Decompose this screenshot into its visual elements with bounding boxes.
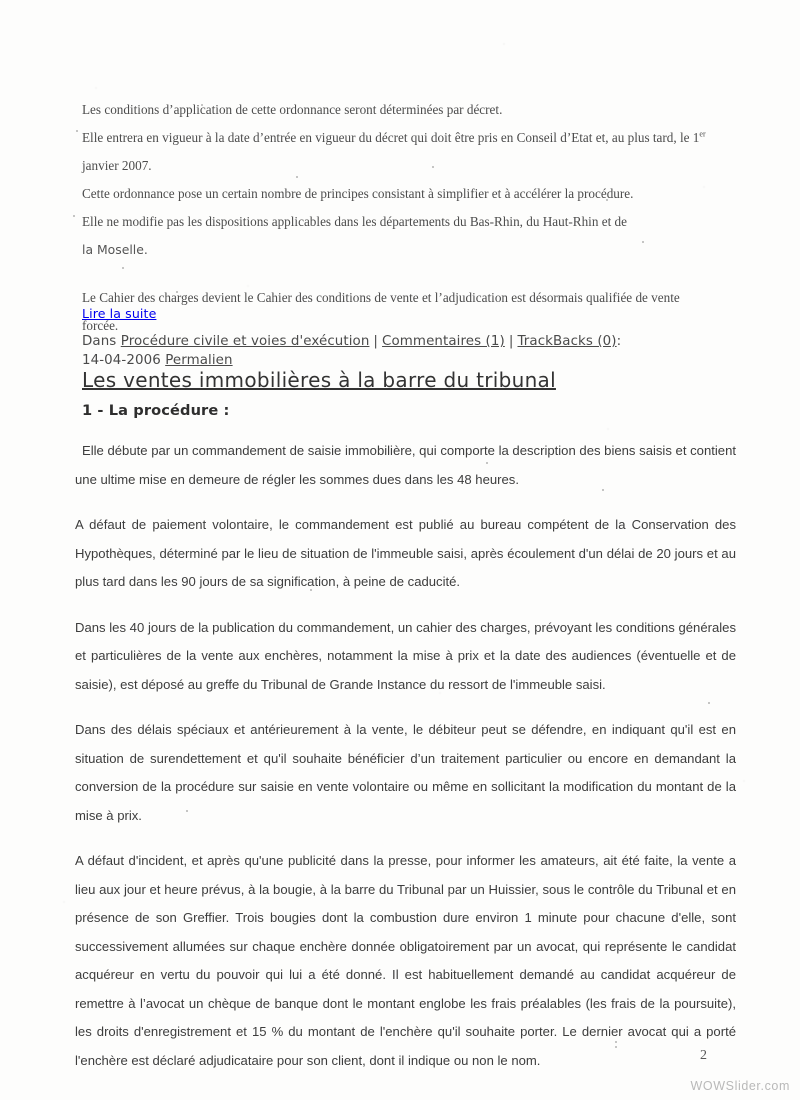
intro-paragraph-2-text: Elle entrera en vigueur à la date d’entrée en vigueur du décret qui doit être pris en Conseil d’Etat et, au plus tard, le 1 [82,130,700,145]
read-more-link[interactable]: Lire la suite [82,306,157,321]
body-paragraph: Elle débute par un commandement de saisie immobilière, qui comporte la description des biens saisis et contient une ultime mise en demeure de régler les sommes dues dans les 48 heures. [75,443,736,487]
trackbacks-link[interactable]: TrackBacks (0) [517,334,617,349]
intro-paragraph-4: Cette ordonnance pose un certain nombre de principes consistant à simplifier et à accélérer la procédure. [82,186,634,201]
article-title: Les ventes immobilières à la barre du tribunal [82,368,556,392]
body-paragraph: A défaut de paiement volontaire, le commandement est publié au bureau compétent de la Conservation des Hypothèques, déterminé par le lieu de situation de l'immeuble saisi, après écoulement d'un délai de 20 jours et au plus tard dans les 90 jours de sa signification, à peine de caducité. [75,517,736,589]
meta-categories-line [82,332,742,351]
ordinal-suffix: er [699,129,706,139]
intro-paragraph-7: Le Cahier des charges devient le Cahier des conditions de vente et l’adjudication est désormais qualifiée de vente [82,290,680,305]
body-paragraph: A défaut d'incident, et après qu'une publicité dans la presse, pour informer les amateurs, ait été faite, la vente a lieu aux jour et heure prévus, à la bougie, à la barre du Tribunal par un Huissier, sous le contrôle du Tribunal et en présence de son Greffier. Trois bougies dont la combustion dure environ 1 minute pour chacune d'elle, sont successivement allumées sur chaque enchère donnée obligatoirement par un avocat, qui représente le candidat acquéreur en vertu du pouvoir qui lui a été donné. Il est habituellement demandé au candidat acquéreur de remettre à l’avocat un chèque de banque dont le montant englobe les frais préalables (les frais de la poursuite), les droits d'enregistrement et 15 % du montant de l'enchère qu'il souhaite porter. Le dernier avocat qui a porté l'enchère est déclaré adjudicataire pour son client, dont il indique ou non le nom. [75,853,736,1068]
post-meta-block [82,303,742,370]
meta-separator-2: | [508,334,514,349]
intro-paragraph-1: Les conditions d’application de cette ordonnance seront déterminées par décret. [82,102,503,117]
section-heading: 1 - La procédure : [82,402,230,419]
comments-link[interactable]: Commentaires (1) [382,334,505,349]
intro-paragraph-5: Elle ne modifie pas les dispositions applicables dans les départements du Bas-Rhin, du Haut-Rhin et de [82,214,627,229]
scan-speck [76,130,78,132]
post-date: 14-04-2006 [82,353,161,368]
permalink-link[interactable]: Permalien [165,353,233,368]
intro-paragraph-2 [82,124,742,152]
page-number: 2 [700,1048,707,1063]
intro-paragraph-3: janvier 2007. [82,158,152,173]
intro-paragraph-6: la Moselle. [82,242,148,257]
watermark: WOWSlider.com [690,1079,790,1093]
intro-paragraph-8: forcée. [82,318,119,333]
meta-separator-1: | [373,334,379,349]
article-body [75,437,736,1075]
scan-speck [73,215,75,217]
dans-label: Dans [82,334,117,349]
meta-trailing-colon: : [616,334,622,349]
body-paragraph: Dans des délais spéciaux et antérieurement à la vente, le débiteur peut se défendre, en indiquant qu'il est en situation de surendettement et qu'il souhaite bénéficier d’un traitement particulier ou encore en demandant la conversion de la procédure sur saisie en vente volontaire ou même en sollicitant la modification du montant de la mise à prix. [75,722,736,823]
body-paragraph: Dans les 40 jours de la publication du commandement, un cahier des charges, prévoyant les conditions générales et particulières de la vente aux enchères, notamment la mise à prix et la date des audiences (éventuelle et de saisie), est déposé au greffe du Tribunal de Grande Instance du ressort de l'immeuble saisi. [75,619,736,692]
category-link[interactable]: Procédure civile et voies d'exécution [120,334,370,349]
spacer [82,264,742,284]
